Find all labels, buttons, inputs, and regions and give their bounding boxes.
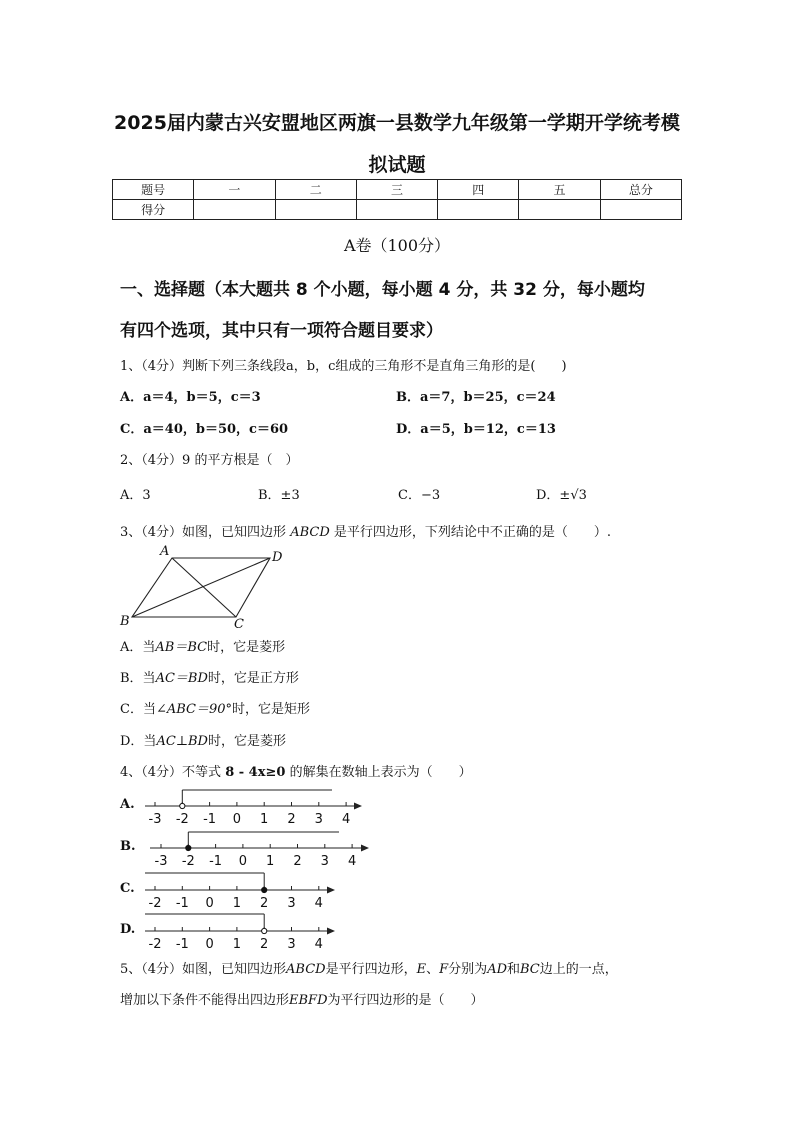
part1-heading-line1: 一、选择题（本大题共 8 个小题，每小题 4 分，共 32 分，每小题均 [120,280,645,300]
tick-label: 1 [266,854,275,869]
tick-label: -3 [148,812,162,827]
tick-label: -1 [175,896,189,911]
vertex-label-a: A [160,544,170,559]
q4-stem-pre: 4、（4分）不等式 [120,765,222,780]
q4-stem-post: 的解集在数轴上表示为（ ） [289,765,472,780]
tick-label: -2 [175,812,189,827]
section-a-heading: A卷（100分） [343,236,451,255]
tick-label: -2 [148,937,162,952]
q4-option-c-label[interactable]: C. [120,881,135,896]
option-label: B．当 [120,671,156,686]
q3-stem-pre: 3、（4分）如图，已知四边形 [120,525,287,540]
q5-text: 是平行四边形， [325,962,417,977]
header-cell: 二 [275,180,356,200]
q5-var: E [416,962,427,977]
vertex-label-c: C [234,617,244,632]
q5-var: AD [487,962,507,977]
q5-var: F [439,962,449,977]
q5-var: ABCD [286,962,326,977]
q5-var: BC [520,962,540,977]
tick-label: 2 [287,812,296,827]
tick-label: 0 [238,854,248,869]
doc-title-line1: 2025届内蒙古兴安盟地区两旗一县数学九年级第一学期开学统考模 [114,112,680,134]
vertex-label-d: D [272,550,283,565]
q5-text: 5、（4分）如图，已知四边形 [120,962,287,977]
q2-option-d[interactable]: D．±√3 [536,488,587,503]
tick-label: 1 [232,896,242,911]
tick-label: 0 [232,812,242,827]
question-5-line1 [120,958,618,977]
option-label: A．当 [120,640,156,655]
q4-option-b-label[interactable]: B. [120,839,136,854]
q1-option-c[interactable]: C．a＝40，b＝50，c＝60 [120,422,289,437]
q5-text: 分别为 [448,962,488,977]
tick-label: 4 [314,896,323,911]
tick-label: 3 [287,896,296,911]
header-cell: 一 [194,180,275,200]
row-label: 得分 [113,200,194,220]
q1-option-b[interactable]: B．a＝7，b＝25，c＝24 [396,390,556,405]
question-2-stem: 2、（4分）9 的平方根是（ ） [120,453,299,468]
tick-label: -3 [154,854,168,869]
option-tail: 时，它是菱形 [207,734,286,749]
q1-option-a[interactable]: A．a＝4，b＝5，c＝3 [120,390,261,405]
tick-label: 0 [205,896,214,911]
q5-text: 和 [507,962,521,977]
tick-label: -1 [203,812,217,827]
part1-heading-line2: 有四个选项，其中只有一项符合题目要求） [120,321,443,341]
option-tail: 时，它是正方形 [207,671,299,686]
doc-title-line2: 拟试题 [368,154,426,176]
tick-label: -2 [148,896,162,911]
tick-label: 4 [314,937,323,952]
question-5-line2 [120,989,484,1008]
q5-text: 为平行四边形的是（ ） [327,993,484,1008]
option-expr: AC⊥BD [156,734,208,749]
q4-option-d-label[interactable]: D. [120,922,136,937]
option-tail: 时，它是矩形 [232,702,311,717]
tick-label: 3 [287,937,296,952]
tick-label: -2 [181,854,195,869]
tick-label: 3 [314,812,323,827]
option-expr: AC＝BD [155,671,208,686]
question-1-stem: 1、（4分）判断下列三条线段a，b，c组成的三角形不是直角三角形的是( ) [120,359,567,374]
header-cell: 五 [519,180,600,200]
tick-label: 4 [347,854,357,869]
q4-option-a-label[interactable]: A. [120,797,135,812]
q5-text: 增加以下条件不能得出四边形 [120,993,290,1008]
option-expr: ∠ABC＝90° [155,702,233,717]
tick-label: -1 [209,854,223,869]
header-cell: 总分 [600,180,681,200]
header-cell: 题号 [113,180,194,200]
tick-label: -1 [175,937,189,952]
header-cell: 四 [438,180,519,200]
vertex-label-b: B [120,614,130,629]
q5-text: 、 [426,962,440,977]
q2-option-a[interactable]: A．3 [120,488,151,503]
q2-option-b[interactable]: B．±3 [258,488,300,503]
header-cell: 三 [356,180,437,200]
q2-option-c[interactable]: C．−3 [398,488,441,503]
q3-stem-var: ABCD [290,525,330,540]
option-label: D．当 [120,734,157,749]
tick-label: 4 [341,812,351,827]
q5-var: EBFD [289,993,328,1008]
tick-label: 3 [320,854,329,869]
q4-stem-expr: 8 - 4x≥0 [225,765,286,780]
q3-stem-post: 是平行四边形，下列结论中不正确的是（ ）. [333,525,612,540]
tick-label: 0 [205,937,214,952]
axis-arrow-icon [327,928,335,935]
open-point [262,928,267,933]
q5-text: 边上的一点， [539,962,618,977]
tick-label: 1 [260,812,269,827]
tick-label: 2 [260,937,269,952]
option-expr: AB＝BC [155,640,208,655]
option-label: C．当 [120,702,156,717]
option-tail: 时，它是菱形 [207,640,286,655]
tick-label: 2 [260,896,269,911]
tick-label: 1 [232,937,242,952]
tick-label: 2 [293,854,302,869]
q1-option-d[interactable]: D．a＝5，b＝12，c＝13 [396,422,556,437]
